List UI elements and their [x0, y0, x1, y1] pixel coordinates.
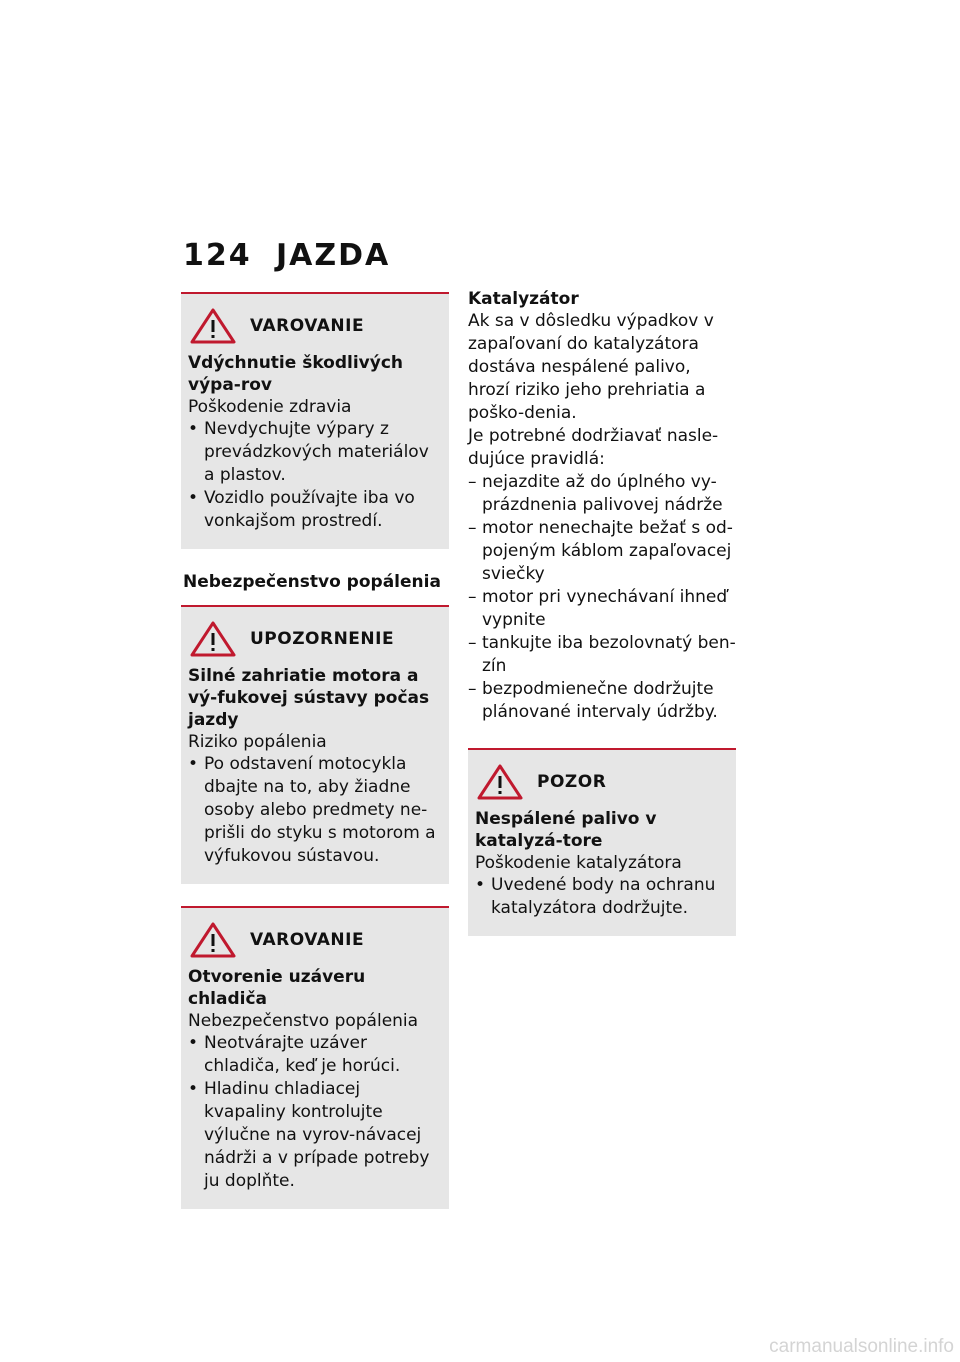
warning-triangle-icon: [190, 922, 236, 958]
notice-box-catalyst: [468, 748, 736, 936]
warning-bullet-list: [188, 1032, 442, 1193]
list-item: – motor nenechajte bežať s od-pojeným káblom zapaľovacej sviečky: [468, 517, 736, 586]
warning-label: VAROVANIE: [250, 316, 365, 336]
list-item: • Neotvárajte uzáver chladiča, keď je horúci.: [188, 1032, 442, 1078]
warning-box-title: [188, 619, 442, 659]
warning-heading: Silné zahriatie motora a vý-fukovej sústavy počas jazdy: [188, 666, 430, 730]
warning-label: POZOR: [537, 772, 607, 792]
paragraph: Ak sa v dôsledku výpadkov v zapaľovaní do katalyzátora dostáva nespálené palivo, hrozí riziko jeho prehriatia a poško-denia.: [468, 311, 714, 423]
list-item: – bezpodmienečne dodržujte plánované intervaly údržby.: [468, 678, 736, 724]
warning-heading: Vdýchnutie škodlivých výpa-rov: [188, 353, 404, 395]
list-item: – motor pri vynechávaní ihneď vypnite: [468, 586, 736, 632]
rules-list: [468, 471, 736, 724]
warning-subtitle: Riziko popálenia: [188, 732, 327, 752]
warning-bullet-list: [188, 753, 442, 868]
warning-triangle-icon: [190, 308, 236, 344]
warning-label: UPOZORNENIE: [250, 629, 395, 649]
list-item: • Uvedené body na ochranu katalyzátora dodržujte.: [475, 874, 729, 920]
right-column: [468, 288, 736, 958]
warning-heading: Otvorenie uzáveru chladiča: [188, 967, 366, 1009]
list-item: • Vozidlo používajte iba vo vonkajšom prostredí.: [188, 487, 442, 533]
warning-subtitle: Poškodenie katalyzátora: [475, 853, 682, 873]
list-item: • Hladinu chladiacej kvapaliny kontrolujte výlučne na vyrov-návacej nádrži a v prípade potreby ju doplňte.: [188, 1078, 442, 1193]
list-item: – tankujte iba bezolovnatý ben-zín: [468, 632, 736, 678]
warning-bullet-list: [475, 874, 729, 920]
list-item: – nejazdite až do úplného vy-prázdnenia palivovej nádrže: [468, 471, 736, 517]
page-number: 124: [183, 238, 252, 273]
warning-subtitle: Nebezpečenstvo popálenia: [188, 1011, 419, 1031]
list-item: • Nevdychujte výpary z prevádzkových materiálov a plastov.: [188, 418, 442, 487]
warning-triangle-icon: [190, 621, 236, 657]
warning-box-title: [188, 306, 442, 346]
warning-box-radiator: [181, 906, 449, 1209]
page-header: [183, 238, 390, 273]
warning-box-title: [188, 920, 442, 960]
caution-box-engine-heat: [181, 605, 449, 884]
warning-label: VAROVANIE: [250, 930, 365, 950]
list-item: • Po odstavení motocykla dbajte na to, aby žiadne osoby alebo predmety ne-prišli do styku s motorom a výfukovou sústavou.: [188, 753, 442, 868]
chapter-title: JAZDA: [276, 238, 391, 273]
warning-box-fumes: [181, 292, 449, 549]
section-heading-catalyst: Katalyzátor: [468, 289, 579, 309]
section-heading-burns: Nebezpečenstvo popálenia: [183, 572, 441, 592]
paragraph: Je potrebné dodržiavať nasle-dujúce pravidlá:: [468, 426, 719, 469]
watermark: carmanualsonline.info: [769, 1336, 954, 1357]
warning-heading: Nespálené palivo v katalyzá-tore: [475, 809, 657, 851]
left-column: [181, 292, 449, 1231]
warning-triangle-icon: [477, 764, 523, 800]
warning-subtitle: Poškodenie zdravia: [188, 397, 352, 417]
warning-box-title: [475, 762, 729, 802]
warning-bullet-list: [188, 418, 442, 533]
